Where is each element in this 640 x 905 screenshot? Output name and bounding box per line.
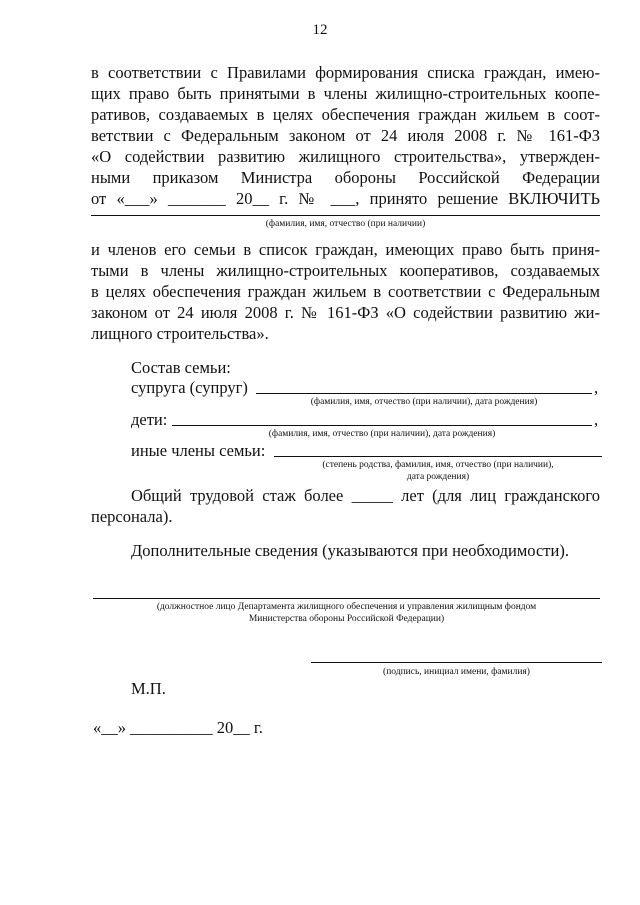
fio-caption: (фамилия, имя, отчество (при наличии): [265, 219, 426, 229]
text-line: ными приказом Министра обороны Российской Федерации: [91, 168, 600, 187]
text-line: лищного строительства».: [91, 324, 269, 343]
text-line: щих право быть принятыми в члены жилищно-строительных коопе-: [91, 84, 600, 103]
date-line: «__» __________ 20__ г.: [93, 718, 263, 737]
others-line: [274, 456, 602, 457]
text-line: в целях обеспечения граждан жильем в соответствии с Федеральным: [91, 282, 600, 301]
additional-info: Дополнительные сведения (указываются при необходимости).: [131, 541, 569, 560]
children-label: дети:: [131, 410, 168, 429]
others-label: иные члены семьи:: [131, 441, 266, 460]
text-line: персонала).: [91, 507, 173, 526]
spouse-caption: (фамилия, имя, отчество (при наличии), дата рождения): [310, 397, 538, 407]
official-caption-line: (должностное лицо Департамента жилищного обеспечения и управления жилищным фондом: [156, 602, 537, 612]
page-number: 12: [312, 22, 328, 38]
official-caption: [93, 601, 600, 625]
fio-line: [91, 215, 600, 216]
children-line: [172, 425, 592, 426]
decision-paragraph: [91, 62, 600, 209]
children-caption: (фамилия, имя, отчество (при наличии), дата рождения): [268, 429, 496, 439]
others-caption-line: (степень родства, фамилия, имя, отчество (при наличии),: [322, 460, 554, 470]
signature-caption: (подпись, инициал имени, фамилия): [383, 667, 530, 677]
text-line: и членов его семьи в список граждан, имеющих право быть приня-: [91, 240, 600, 259]
text-line: ративов, создаваемых в целях обеспечения граждан жильем в соот-: [91, 105, 600, 124]
text-line: от «___» _______ 20__ г. № ___, принято решение ВКЛЮЧИТЬ: [91, 189, 600, 208]
text-line: ветствии с Федеральным законом от 24 июля 2008 г. № 161-ФЗ: [91, 126, 600, 145]
others-caption: [274, 459, 602, 483]
signature-line: [311, 662, 602, 663]
official-line: [93, 598, 600, 599]
spouse-label: супруга (супруг): [131, 378, 248, 397]
stamp-place: М.П.: [131, 679, 166, 698]
official-caption-line: Министерства обороны Российской Федерации): [248, 614, 445, 624]
spouse-comma: ,: [594, 378, 599, 397]
family-list-paragraph: [91, 239, 600, 344]
children-comma: ,: [594, 410, 599, 429]
text-line: тыми в члены жилищно-строительных кооперативов, создаваемых: [91, 261, 600, 280]
text-line: «О содействии развитию жилищного строительства», утвержден-: [91, 147, 600, 166]
text-line: законом от 24 июля 2008 г. № 161-ФЗ «О содействии развитию жи-: [91, 303, 600, 322]
text-line: в соответствии с Правилами формирования списка граждан, имею-: [91, 63, 600, 82]
family-heading: Состав семьи:: [131, 358, 231, 377]
spouse-line: [256, 393, 592, 394]
experience-paragraph: [131, 485, 600, 507]
text-line: Общий трудовой стаж более _____ лет (для лиц гражданского: [131, 486, 600, 505]
others-caption-line: дата рождения): [406, 472, 470, 482]
